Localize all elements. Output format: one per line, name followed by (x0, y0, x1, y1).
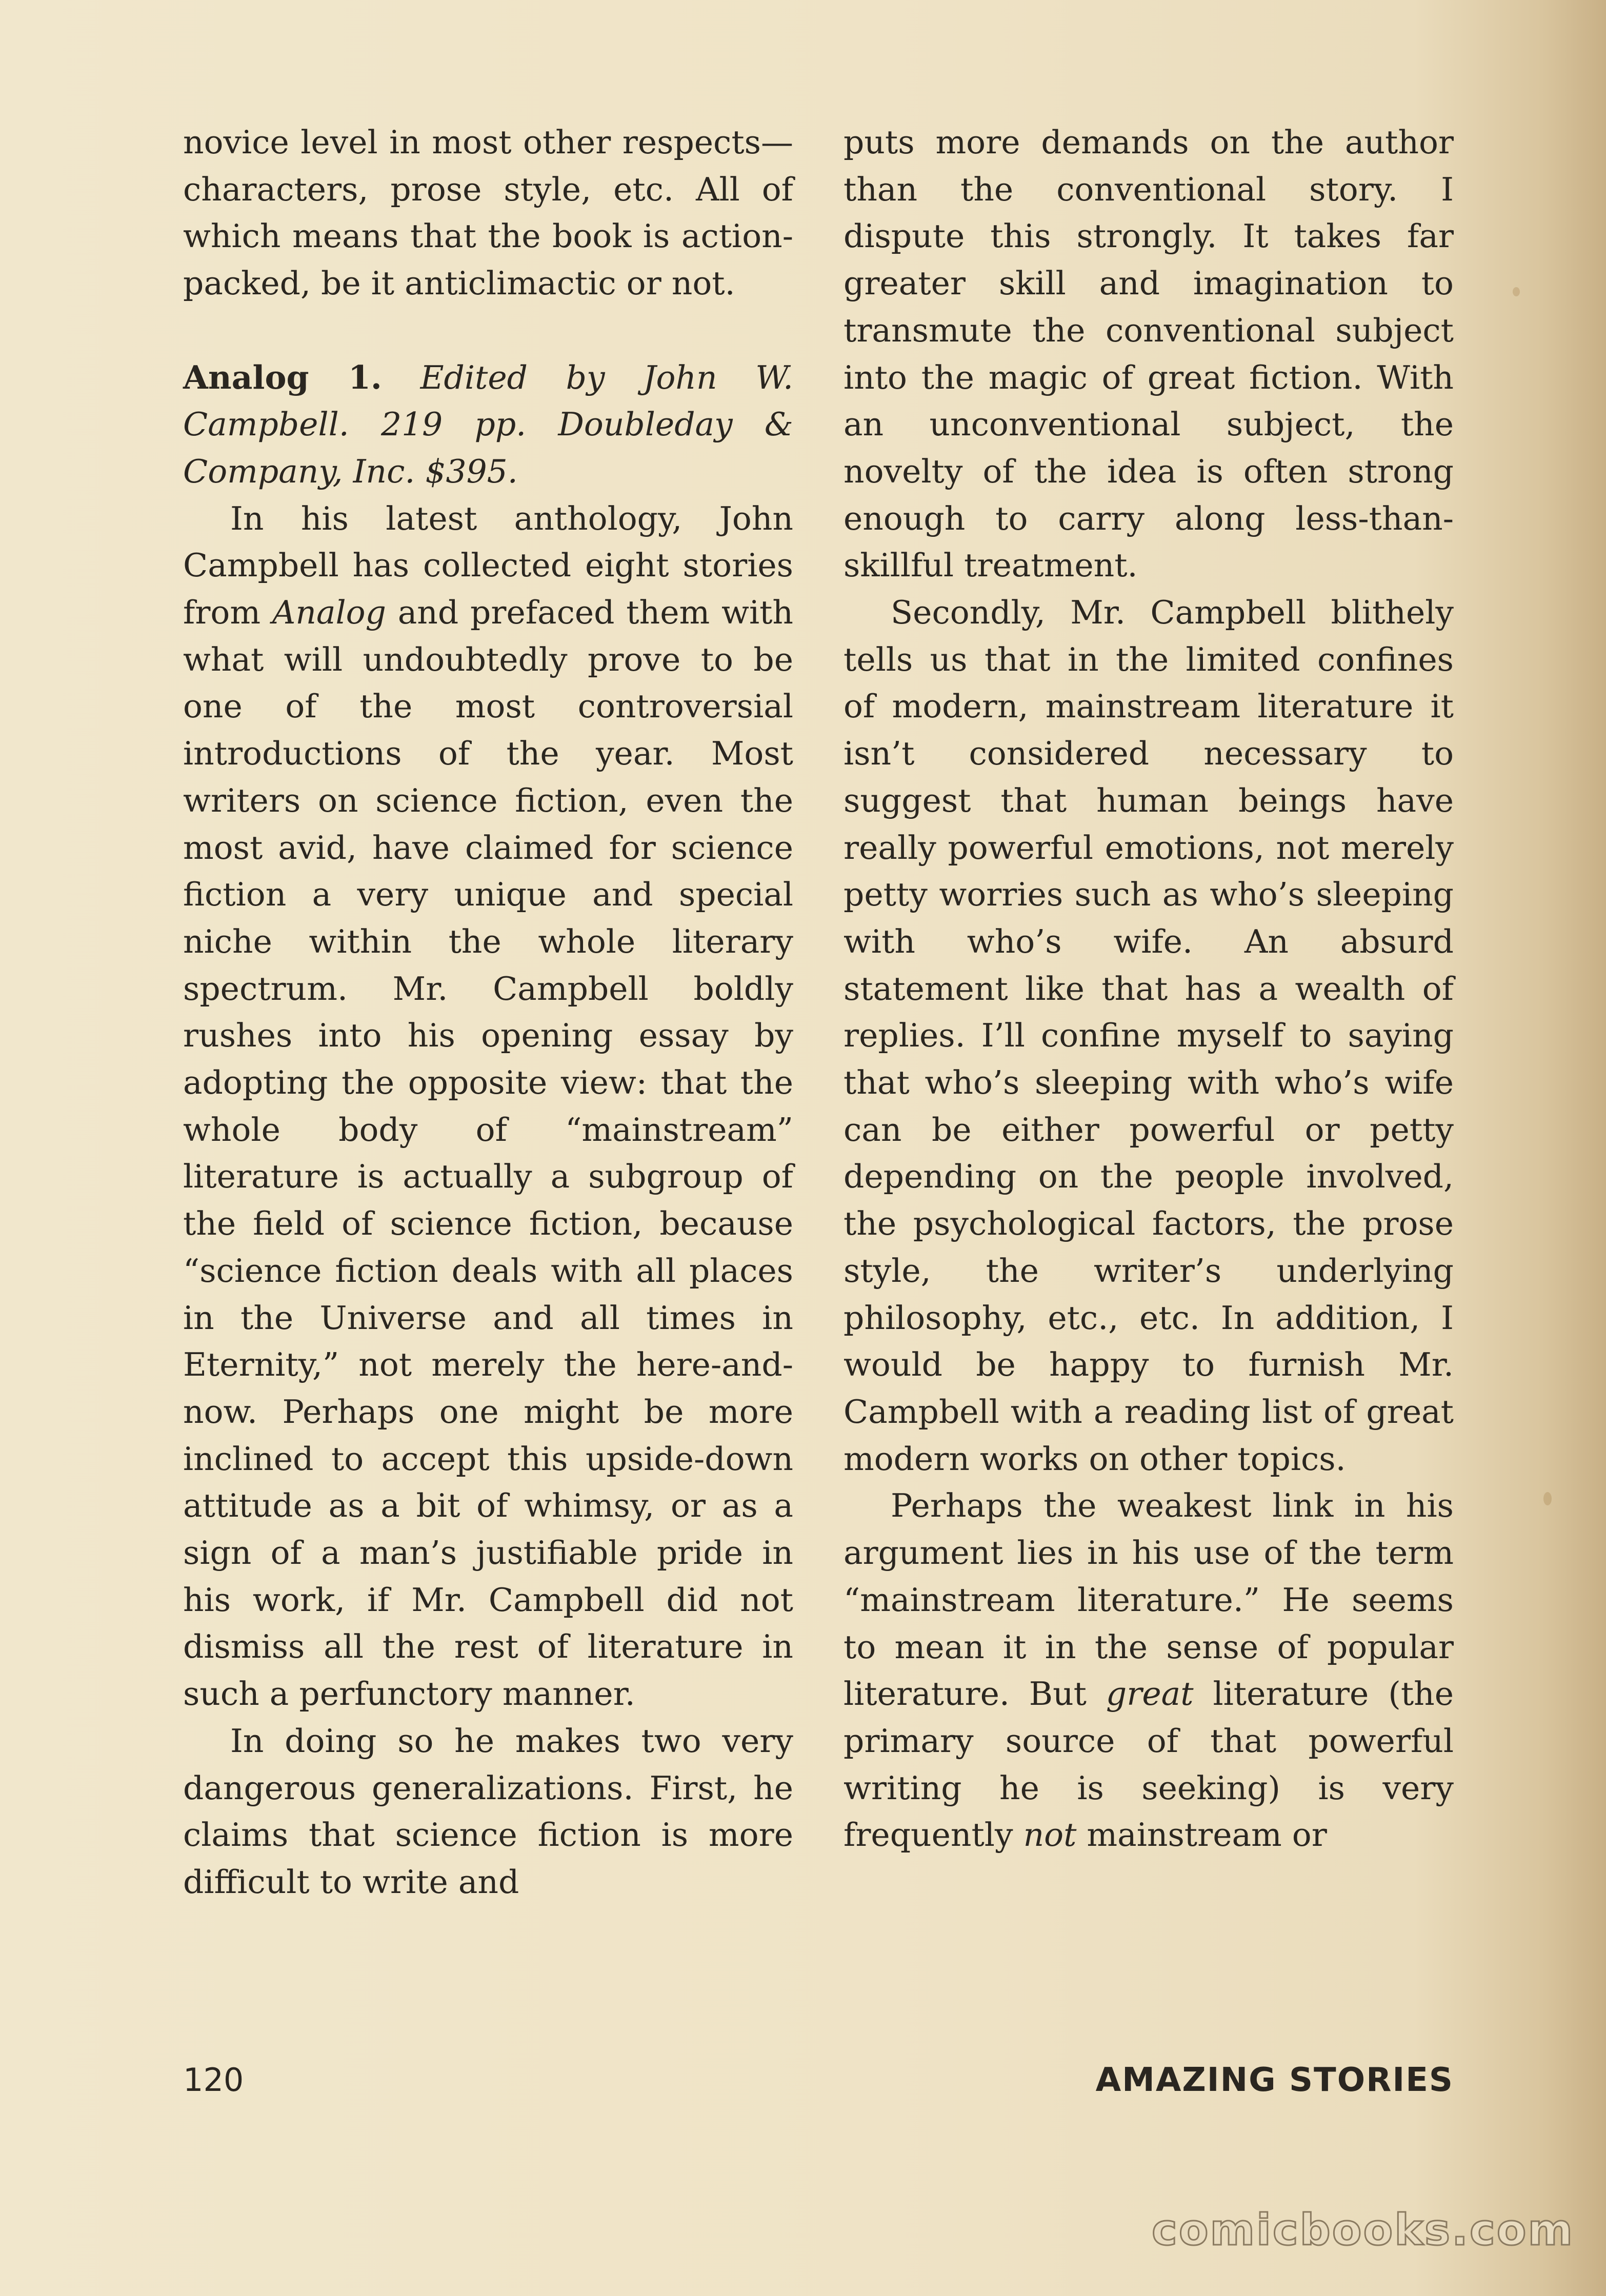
page-number: 120 (183, 2061, 244, 2099)
right-column (844, 119, 1454, 1859)
body-text: and prefaced them with what will undoubtedly prove to be one of the most controversial introductions of the year. Most writers on science fiction, even the most avid, have claimed for science fiction a very unique and special niche within the whole literary spectrum. Mr. Campbell boldly rushes into his opening essay by adopting the opposite view: that the whole body of “mainstream” literature is actually a subgroup of the field of science fiction, because “science fiction deals with all places in the Universe and all times in Eternity,” not merely the here-and-now. Perhaps one might be more inclined to accept this upside-down attitude as a bit of whimsy, or as a sign of a man’s justifiable pride in his work, if Mr. Campbell did not dismiss all the rest of literature in such a perfunctory manner. (183, 594, 793, 1713)
left-column (183, 119, 793, 1906)
paper-stain (1543, 1492, 1552, 1505)
review-publication-info: Edited by John W. Campbell. 219 pp. Doubleday & Company, Inc. $395. (183, 358, 794, 490)
body-text: In his latest anthology, John Campbell has collected eight stories from (183, 499, 793, 632)
paragraph-gap (183, 307, 793, 354)
body-text: Perhaps the weakest link in his argument lies in his use of the term “mainstream literature.” He seems to mean it in the sense of popular literature. But (844, 1487, 1454, 1713)
review-title: Analog 1. (183, 358, 382, 396)
paper-stain (1513, 287, 1520, 296)
review-heading (183, 354, 793, 495)
emphasis-text: great (1106, 1675, 1194, 1713)
body-paragraph (844, 1482, 1454, 1859)
body-text: literature (the primary source of that powerful writing he is seeking) is very frequently (844, 1675, 1454, 1854)
body-paragraph (183, 495, 793, 1718)
body-paragraph: puts more demands on the author than the conventional story. I dispute this strongly. It takes far greater skill and imagination to transmute the conventional subject into the magic of great fiction. With an unconventional subject, the novelty of the idea is often strong enough to carry along less-than-skillful treatment. (844, 124, 1454, 585)
body-paragraph: Secondly, Mr. Campbell blithely tells us that in the limited confines of modern, mainstream literature it isn’t considered necessary to suggest that human beings have really powerful emotions, not merely petty worries such as who’s sleeping with who’s wife. An absurd statement like that has a wealth of replies. I’ll confine myself to saying that who’s sleeping with who’s wife can be either powerful or petty depending on the people involved, the psychological factors, the prose style, the writer’s underlying philosophy, etc., etc. In addition, I would be happy to furnish Mr. Campbell with a reading list of great modern works on other topics. (844, 594, 1454, 1478)
body-text: mainstream or (1076, 1816, 1327, 1854)
running-title: AMAZING STORIES (1095, 2061, 1454, 2099)
emphasis-text: not (1023, 1816, 1077, 1854)
site-watermark: comicbooks.com (1152, 2205, 1574, 2255)
magazine-title: Analog (272, 594, 386, 632)
continuation-paragraph: novice level in most other respects—characters, prose style, etc. All of which means that the book is action-packed, be it anticlimactic or not. (183, 124, 793, 303)
body-paragraph: In doing so he makes two very dangerous generalizations. First, he claims that science fiction is more difficult to write and (183, 1722, 793, 1901)
